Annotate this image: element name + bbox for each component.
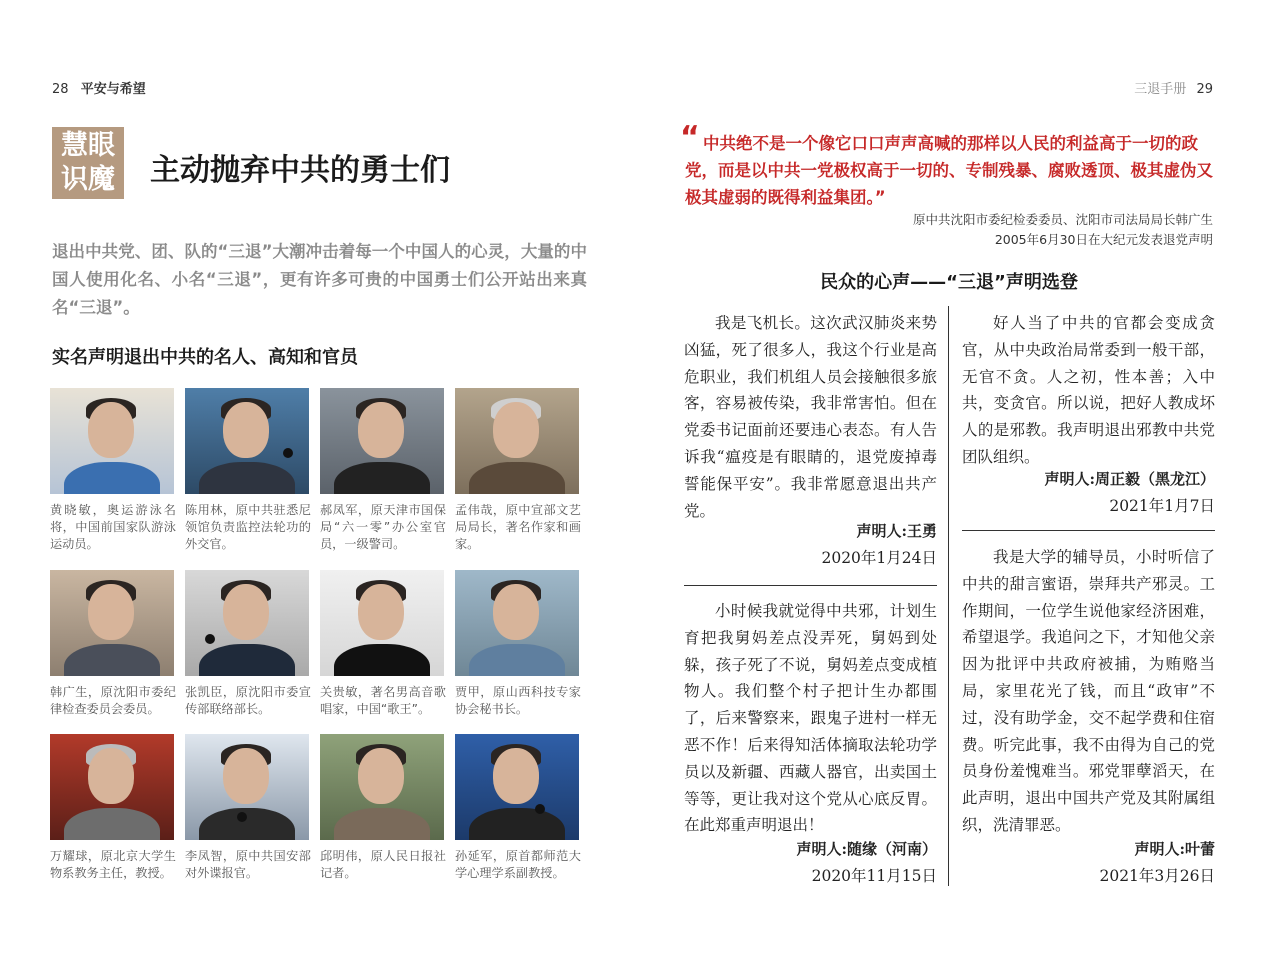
- column-badge-line-1: 慧眼: [61, 130, 115, 161]
- right-page-number: 29: [1196, 82, 1213, 97]
- person-photo: [320, 734, 444, 840]
- statement-text: 我是飞机长。这次武汉肺炎来势凶猛，死了很多人，我这个行业是高危职业，我们机组人员会接触很多旅客，容易被传染，我非常害怕。但在党委书记面前还要违心表态。有人告诉我“瘟疫是有眼睛的，退党废掉毒誓能保平安”。我非常愿意退出共产党。: [684, 314, 937, 520]
- column-divider: [948, 306, 949, 886]
- right-page-header: [1134, 78, 1213, 97]
- person-photo: [185, 388, 309, 494]
- statement-text: 小时候我就觉得中共邪，计划生育把我舅妈差点没弄死，舅妈到处躲，孩子死了不说，舅妈差点变成植物人。我们整个村子把计生办都围了，后来警察来，跟鬼子进村一样无恶不作！后来得知活体摘取法轮功学员以及新疆、西藏人器官，出卖国土等等，更让我对这个党从心底反胃。在此郑重声明退出！: [684, 602, 937, 835]
- person-caption: 郝凤军，原天津市国保局“六一零”办公室官员，一级警司。: [320, 503, 446, 551]
- person-caption: 张凯臣，原沈阳市委宣传部联络部长。: [185, 685, 311, 716]
- person-photo: [185, 734, 309, 840]
- person-caption: 邱明伟，原人民日报社记者。: [320, 849, 446, 880]
- person-caption: 黄晓敏，奥运游泳名将，中国前国家队游泳运动员。: [50, 503, 176, 551]
- person-card: [320, 734, 446, 882]
- statement-date: 2020年1月24日: [821, 549, 937, 567]
- statement-date: 2020年11月15日: [811, 867, 937, 885]
- statement-signature: 声明人:王勇: [856, 522, 937, 540]
- person-card: [185, 570, 311, 718]
- person-photo: [50, 388, 174, 494]
- person-caption: 孟伟哉，原中宣部文艺局局长，著名作家和画家。: [455, 503, 581, 551]
- person-caption: 李凤智，原中共国安部对外谍报官。: [185, 849, 311, 880]
- statement-date: 2021年3月26日: [1099, 867, 1215, 885]
- statement-signature: 声明人:随缘（河南）: [796, 840, 937, 858]
- statement-date: 2021年1月7日: [1109, 497, 1215, 515]
- quote-open-mark: “: [680, 120, 700, 155]
- person-caption: 贾甲，原山西科技专家协会秘书长。: [455, 685, 581, 716]
- person-photo: [320, 570, 444, 676]
- quote-attribution: [913, 210, 1213, 250]
- person-card: [50, 570, 176, 718]
- sub-heading: 实名声明退出中共的名人、高知和官员: [52, 347, 358, 368]
- attribution-line-2: 2005年6月30日在大纪元发表退党声明: [994, 232, 1213, 247]
- statement-signature: 声明人:周正毅（黑龙江）: [1044, 470, 1215, 488]
- section-title: 民众的心声——“三退”声明选登: [820, 272, 1078, 293]
- person-card: [50, 388, 176, 553]
- statement-text: 我是大学的辅导员，小时听信了中共的甜言蜜语，崇拜共产邪灵。工作期间，一位学生说他家经济困难，希望退学。我追问之下，才知他父亲因为批评中共政府被捕，为贿赂当局，家里花光了钱，而且“政审”不过，没有助学金，交不起学费和住宿费。听完此事，我不由得为自己的党员身份羞愧难当。邪党罪孽滔天，在此声明，退出中国共产党及其附属组织，洗清罪恶。: [962, 548, 1215, 834]
- person-caption: 万耀球，原北京大学生物系教务主任，教授。: [50, 849, 176, 880]
- person-card: [185, 388, 311, 553]
- statement-text: 好人当了中共的官都会变成贪官，从中央政治局常委到一般干部，无官不贪。人之初，性本善；入中共，变贪官。所以说，把好人教成坏人的是邪教。我声明退出邪教中共党团队组织。: [962, 314, 1215, 466]
- attribution-line-1: 原中共沈阳市委纪检委委员、沈阳市司法局局长韩广生: [912, 212, 1213, 227]
- person-photo: [455, 388, 579, 494]
- page-title: 主动抛弃中共的勇士们: [150, 153, 450, 188]
- person-caption: 韩广生，原沈阳市委纪律检查委员会委员。: [50, 685, 176, 716]
- person-caption: 陈用林，原中共驻悉尼领馆负责监控法轮功的外交官。: [185, 503, 311, 551]
- person-photo: [185, 570, 309, 676]
- statement-signature: 声明人:叶蕾: [1134, 840, 1215, 858]
- column-badge: [52, 127, 124, 199]
- person-card: [455, 734, 581, 882]
- person-photo: [455, 734, 579, 840]
- column-badge-line-2: 识魔: [61, 164, 115, 195]
- person-caption: 孙延军，原首都师范大学心理学系副教授。: [455, 849, 581, 880]
- publication-name: 平安与希望: [80, 82, 146, 97]
- left-page-number: 28: [52, 82, 69, 97]
- person-card: [455, 570, 581, 718]
- section-name: 三退手册: [1134, 82, 1187, 97]
- person-photo: [320, 388, 444, 494]
- pull-quote-text: 中共绝不是一个像它口口声声高喊的那样以人民的利益高于一切的政党，而是以中共一党极权高于一切的、专制残暴、腐败透顶、极其虚伪又极其虚弱的既得利益集团。”: [685, 134, 1213, 207]
- person-card: [185, 734, 311, 882]
- person-card: [455, 388, 581, 553]
- statement-separator: [962, 530, 1215, 531]
- person-card: [320, 570, 446, 718]
- person-photo: [50, 734, 174, 840]
- left-page-header: [52, 78, 146, 97]
- pull-quote: [685, 130, 1215, 211]
- person-caption: 关贵敏，著名男高音歌唱家，中国“歌王”。: [320, 685, 446, 716]
- person-photo: [50, 570, 174, 676]
- person-photo: [455, 570, 579, 676]
- person-card: [50, 734, 176, 882]
- person-card: [320, 388, 446, 553]
- intro-paragraph: 退出中共党、团、队的“三退”大潮冲击着每一个中国人的心灵，大量的中国人使用化名、小名“三退”，更有许多可贵的中国勇士们公开站出来真名“三退”。: [52, 242, 587, 317]
- statement-separator: [684, 585, 937, 586]
